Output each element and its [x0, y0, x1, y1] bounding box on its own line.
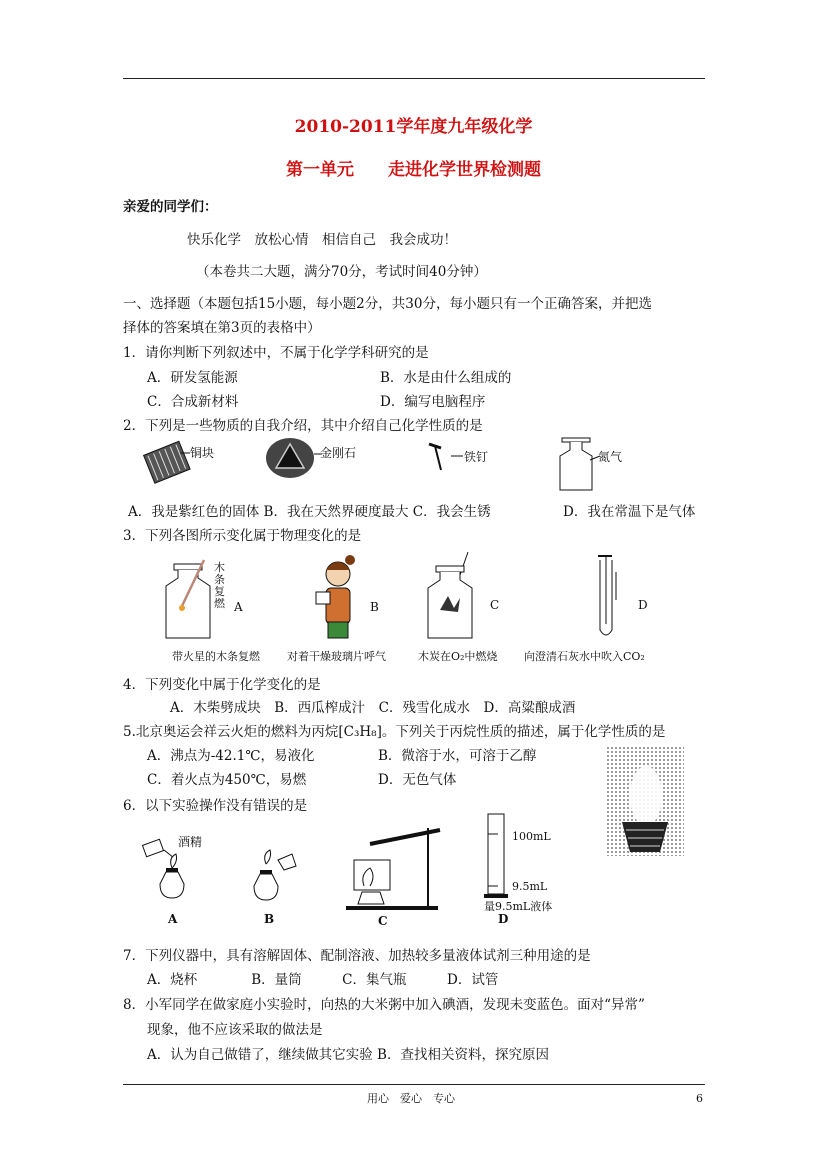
q5-option-d: D．无色气体 [378, 772, 457, 788]
q4-options: A．木柴劈成块 B．西瓜榨成汁 C．残雪化成水 D．高粱酿成酒 [170, 700, 576, 716]
torch-flame-image [606, 746, 684, 856]
iron-nail-image [425, 440, 465, 480]
wood-vertical-text: 木条复燃 [214, 561, 225, 610]
cylinder-caption: 量9.5mL液体 [484, 900, 553, 913]
alcohol-lamp-b-image [240, 850, 300, 910]
footer-rule [123, 1084, 705, 1085]
caption-b: 对着干燥玻璃片呼气 [287, 650, 386, 663]
nail-label: 铁钉 [464, 450, 489, 464]
q2-stem: 2．下列是一些物质的自我介绍，其中介绍自己化学性质的是 [123, 418, 483, 434]
heating-setup-image [340, 824, 450, 910]
nitrogen-label: 氮气 [598, 450, 623, 464]
q6-letter-d: D [498, 912, 509, 926]
q7-stem: 7．下列仪器中，具有溶解固体、配制溶液、加热较多量液体试剂三种用途的是 [123, 948, 591, 964]
greeting: 亲爱的同学们： [123, 199, 218, 215]
q6-stem: 6．以下实验操作没有错误的是 [123, 798, 308, 814]
page-number: 6 [696, 1092, 703, 1105]
exam-note: （本卷共二大题，满分70分，考试时间40分钟） [196, 264, 487, 280]
q1-option-b: B．水是由什么组成的 [380, 370, 512, 386]
page-title: 2010-2011学年度九年级化学 [294, 117, 533, 137]
header-rule [123, 78, 705, 79]
nitrogen-bottle-image [556, 436, 606, 494]
q1-option-c: C．合成新材料 [147, 394, 239, 410]
q5-option-a: A．沸点为-42.1℃，易液化 [147, 748, 315, 764]
q8-stem-cont: 现象，他不应该采取的做法是 [147, 1022, 323, 1038]
copper-label: 铜块 [190, 446, 215, 460]
footer-motto: 用心 爱心 专心 [367, 1092, 455, 1105]
q1-stem: 1．请你判断下列叙述中，不属于化学学科研究的是 [123, 345, 429, 361]
cylinder-bottom-mark: 9.5mL [512, 880, 548, 893]
caption-d: 向澄清石灰水中吹入CO₂ [524, 650, 645, 663]
q3-letter-c: C [490, 598, 500, 612]
girl-breathing-image [312, 552, 362, 642]
q2-option-d: D．我在常温下是气体 [563, 504, 696, 520]
q8-options: A．认为自己做错了，继续做其它实验 B．查找相关资料，探究原因 [147, 1047, 549, 1063]
diamond-label: 金刚石 [320, 446, 357, 460]
q1-option-d: D．编写电脑程序 [380, 394, 486, 410]
diamond-image [266, 434, 326, 484]
q2-options: A．我是紫红色的固体 B．我在天然界硬度最大 C．我会生锈 [128, 504, 491, 520]
q6-letter-a: A [168, 912, 178, 926]
section-heading-cont: 择体的答案填在第3页的表格中） [123, 320, 321, 336]
motto: 快乐化学 放松心情 相信自己 我会成功！ [187, 232, 457, 248]
q8-stem: 8．小军同学在做家庭小实验时，向热的大米粥中加入碘酒，发现未变蓝色。面对“异常” [123, 997, 645, 1013]
test-tube-image [590, 552, 630, 642]
q3-letter-d: D [638, 598, 648, 612]
charcoal-in-oxygen-image [422, 552, 478, 642]
caption-a: 带火星的木条复燃 [172, 650, 260, 663]
q5-option-c: C．着火点为450℃，易燃 [147, 772, 307, 788]
q3-letter-a: A [234, 600, 243, 614]
alcohol-label: 酒精 [178, 835, 203, 849]
q3-stem: 3．下列各图所示变化属于物理变化的是 [123, 528, 362, 544]
jar-wood-splint-image [160, 556, 216, 642]
cylinder-top-mark: 100mL [512, 830, 551, 843]
q6-letter-c: C [378, 914, 388, 928]
section-heading: 一、选择题（本题包括15小题，每小题2分，共30分，每小题只有一个正确答案，并把选 [123, 296, 652, 312]
page-subtitle: 第一单元 走进化学世界检测题 [286, 160, 541, 180]
q7-options: A．烧杯 B．量筒 C．集气瓶 D．试管 [147, 972, 499, 988]
q6-letter-b: B [264, 912, 275, 926]
q5-option-b: B．微溶于水，可溶于乙醇 [378, 748, 537, 764]
q5-stem: 5.北京奥运会祥云火炬的燃料为丙烷[C₃H₈]。下列关于丙烷性质的描述，属于化学性质的是 [123, 724, 666, 740]
q1-option-a: A．研发氢能源 [147, 370, 238, 386]
q4-stem: 4．下列变化中属于化学变化的是 [123, 677, 321, 693]
caption-c: 木炭在O₂中燃烧 [418, 650, 498, 663]
q3-letter-b: B [370, 600, 379, 614]
